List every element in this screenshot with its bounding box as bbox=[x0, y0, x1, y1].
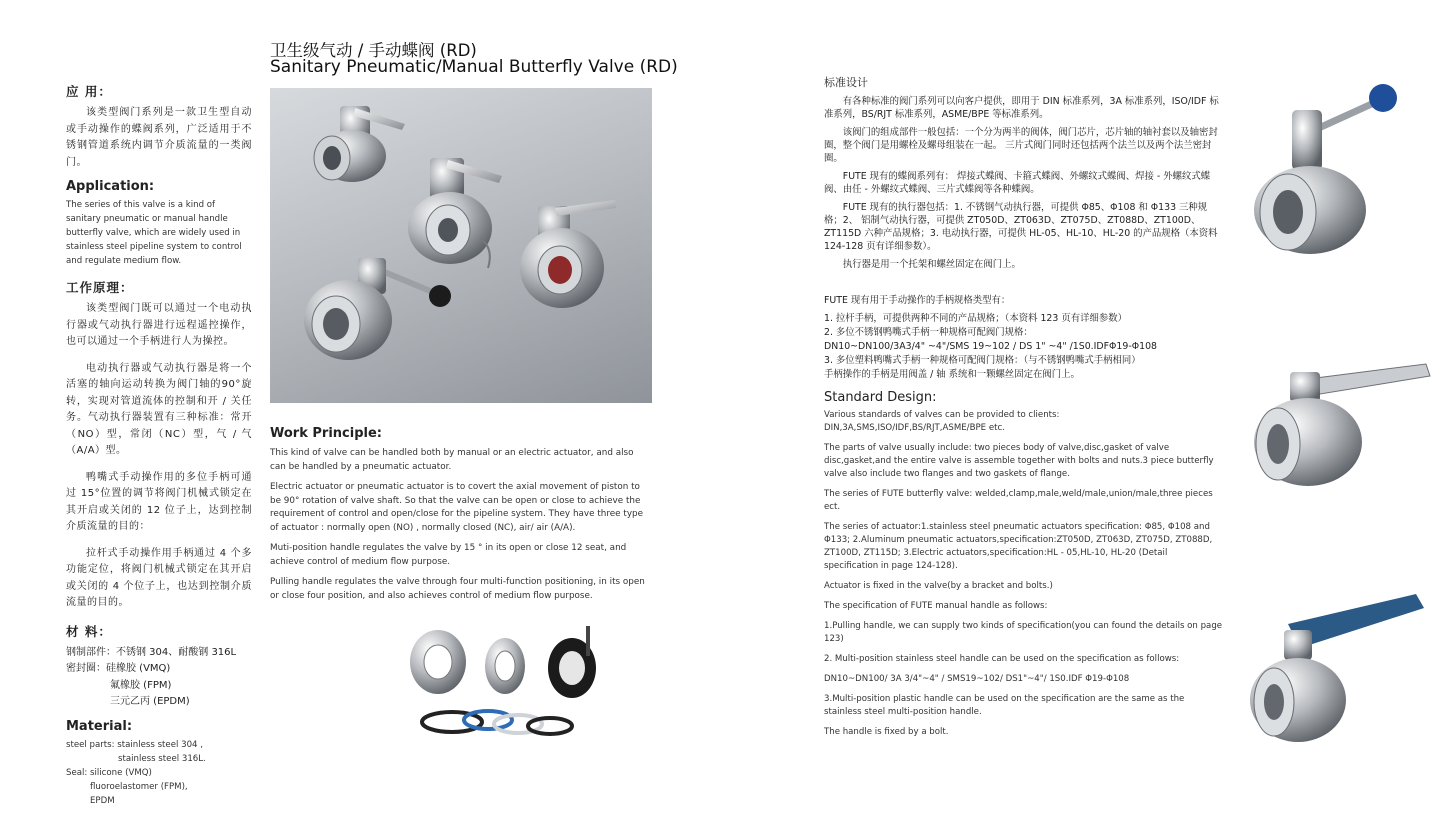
application-zh-heading: 应 用： bbox=[66, 84, 112, 99]
materials-zh-line: 三元乙丙 (EPDM) bbox=[110, 696, 190, 707]
valve-stainless-handle-illustration bbox=[1248, 350, 1438, 500]
standard-zh-heading: 标准设计 bbox=[824, 76, 868, 89]
standard-en-p9: DN10~DN100/ 3A 3/4"~4" / SMS19~102/ DS1"~4"/ 1S0.IDF Φ19-Φ108 bbox=[824, 674, 1130, 684]
standard-en-p11: The handle is fixed by a bolt. bbox=[824, 727, 949, 737]
materials-zh-line: 氟橡胶 (FPM) bbox=[110, 679, 172, 691]
standard-en-heading: Standard Design: bbox=[824, 390, 937, 405]
handles-zh-line: 3. 多位塑料鸭嘴式手柄一种规格可配阀门规格：（与不锈钢鸭嘴式手柄相同） bbox=[824, 355, 1141, 366]
left-column bbox=[66, 82, 252, 808]
principle-zh-p1: 该类型阀门既可以通过一个电动执行器或气动执行器进行远程遥控操作，也可以通过一个手柄进行人为操控。 bbox=[66, 303, 252, 347]
valve-right bbox=[520, 200, 616, 308]
standard-zh-p2: 该阀门的组成部件一般包括：一个分为两半的阀体，阀门芯片，芯片轴的轴衬套以及轴密封圈，整个阀门是用螺栓及螺母组装在一起。 三片式阀门同时还包括两个法兰以及两个法兰密封圈。 bbox=[824, 127, 1218, 164]
standard-en-p1: Various standards of valves can be provided to clients: DIN,3A,SMS,ISO/IDF,BS/RJT,ASME/BPE etc. bbox=[824, 410, 1060, 433]
principle-zh-p2: 电动执行器或气动执行器是将一个活塞的轴向运动转换为阀门轴的90°旋转，实现对管道流体的控制和开 / 关任务。气动执行器装置有三种标准：常开（NO）型，常闭（NC）型，气 / 气（A/A）型。 bbox=[66, 362, 252, 456]
valve-parts-photo bbox=[400, 620, 600, 750]
handles-zh-line: DN10~DN100/3A3/4" ~4"/SMS 19~102 / DS 1" ~4" /1S0.IDFΦ19-Φ108 bbox=[824, 341, 1157, 352]
materials-zh-heading: 材 料： bbox=[66, 623, 112, 639]
principle-zh-p4: 拉杆式手动操作用手柄通过 4 个多功能定位，将阀门机械式锁定在其开启或关闭的 4 个位子上，也达到控制介质流量的目的。 bbox=[66, 547, 252, 608]
hero-product-photo bbox=[270, 88, 652, 403]
work-principle-heading: Work Principle: bbox=[270, 426, 382, 441]
valve-plastic-multiposition-handle-photo bbox=[1248, 590, 1426, 750]
valve-top-center bbox=[408, 158, 502, 268]
valve-stainless-multiposition-handle-photo bbox=[1248, 350, 1438, 500]
materials-en-heading: Material: bbox=[66, 718, 133, 734]
right-column bbox=[824, 74, 1224, 746]
materials-en-line: fluoroelastomer (FPM), bbox=[90, 781, 188, 792]
materials-zh-line: 钢制部件：不锈钢 304、耐酸钢 316L bbox=[66, 646, 237, 658]
principle-zh-p3: 鸭嘴式手动操作用的多位手柄可通过 15°位置的调节将阀门机械式锁定在其开启或关闭的 12 位子上，达到控制介质流量的目的： bbox=[66, 471, 252, 532]
work-principle-section bbox=[270, 426, 652, 610]
standard-en-p2: The parts of valve usually include: two pieces body of valve,disc,gasket of valve disc,gasket,and the entire valve is assemble together with bolts and nuts.3 piece butterfly valve also include two flanges and two gaskets of flange. bbox=[824, 443, 1214, 479]
valve-pulling-handle-photo bbox=[1248, 80, 1418, 260]
valve-bottom-left bbox=[304, 258, 451, 360]
application-en-heading: Application: bbox=[66, 179, 155, 194]
standard-en-p7: 1.Pulling handle, we can supply two kinds of specification(you can found the details on page 123) bbox=[824, 621, 1223, 644]
materials-en-line: Seal: silicone (VMQ) bbox=[66, 767, 152, 778]
materials-en-line: stainless steel 316L. bbox=[118, 753, 206, 764]
standard-en-p8: 2. Multi-position stainless steel handle can be used on the specification as follows: bbox=[824, 654, 1180, 664]
work-principle-p1: This kind of valve can be handled both by manual or an electric actuator, and also can be handled by a pneumatic actuator. bbox=[270, 448, 634, 472]
application-zh-text: 该类型阀门系列是一款卫生型自动或手动操作的蝶阀系列，广泛适用于不锈钢管道系统内调节介质流量的一类阀门。 bbox=[66, 107, 252, 168]
standard-zh-p4: FUTE 现有的执行器包括：1. 不锈钢气动执行器，可提供 Φ85、Φ108 和 Φ133 三种规格；2、 铝制气动执行器，可提供 ZT050D、ZT063D、ZT075D、ZT088D、ZT100D、ZT115D 六种产品规格；3. 电动执行器，可提供 HL-05、HL-10、HL-20 的产品规格（本资料 124-128 页有详细参数）。 bbox=[824, 202, 1218, 252]
standard-en-p3: The series of FUTE butterfly valve: welded,clamp,male,weld/male,union/male,three pieces ect. bbox=[824, 489, 1213, 512]
work-principle-p4: Pulling handle regulates the valve through four multi-function positioning, in its open or close four position, and also achieves control of medium flow purpose. bbox=[270, 577, 645, 601]
standard-en-p4: The series of actuator:1.stainless steel pneumatic actuators specification: Φ85, Φ108 and Φ133; 2.Aluminum pneumatic actuators,specification:ZT050D, ZT063D, ZT075D, ZT088D, ZT100D, ZT115D; 3.Electric actuators,specification:HL - 05,HL-10, HL-20 (Detail specification in page 124-128). bbox=[824, 522, 1213, 571]
handles-zh-intro: FUTE 现有用于手动操作的手柄规格类型有： bbox=[824, 295, 1011, 306]
handles-zh-line: 1. 拉杆手柄，可提供两种不同的产品规格；（本资料 123 页有详细参数） bbox=[824, 313, 1127, 324]
butterfly-valves-illustration bbox=[270, 88, 652, 403]
valve-pulling-handle-illustration bbox=[1248, 80, 1418, 260]
work-principle-p3: Muti-position handle regulates the valve by 15 ° in its open or close 12 seat, and achieve control of medium flow purpose. bbox=[270, 543, 627, 567]
standard-en-p10: 3.Multi-position plastic handle can be used on the specification are the same as the stainless steel multi-position handle. bbox=[824, 694, 1185, 717]
principle-zh-heading: 工作原理： bbox=[66, 280, 134, 295]
valve-top-left bbox=[314, 106, 405, 182]
page-title-zh: 卫生级气动 / 手动蝶阀 (RD) bbox=[270, 41, 477, 60]
standard-zh-p1: 有各种标准的阀门系列可以向客户提供，即用于 DIN 标准系列，3A 标准系列，ISO/IDF 标准系列，BS/RJT 标准系列，ASME/BPE 等标准系列。 bbox=[824, 96, 1219, 120]
standard-zh-p3: FUTE 现有的蝶阀系列有： 焊接式蝶阀、卡箍式蝶阀、外螺纹式蝶阀、焊接 - 外螺纹式蝶阀、由任 - 外螺纹式蝶阀、三片式蝶阀等各种蝶阀。 bbox=[824, 171, 1211, 195]
handles-zh-line: 手柄操作的手柄是用阀盖 / 轴 系统和一颗螺丝固定在阀门上。 bbox=[824, 369, 1080, 380]
application-en-text: The series of this valve is a kind of sanitary pneumatic or manual handle butterfly valve, which are widely used in stainless steel pipeline system to control and regulate medium flow. bbox=[66, 200, 242, 266]
materials-en-line: steel parts: stainless steel 304 , bbox=[66, 739, 203, 750]
handles-zh-line: 2. 多位不锈钢鸭嘴式手柄一种规格可配阀门规格： bbox=[824, 327, 1033, 338]
valve-parts-illustration bbox=[400, 620, 600, 750]
standard-zh-p5: 执行器是用一个托架和螺丝固定在阀门上。 bbox=[842, 259, 1021, 270]
materials-zh-line: 密封圈：硅橡胶 (VMQ) bbox=[66, 663, 171, 674]
work-principle-p2: Electric actuator or pneumatic actuator is to covert the axial movement of piston to be 90° rotation of valve shaft. So that the valve can be open or close to achieve the requirement of control and open/close for the pipeline system. They have three type of actuator : normally open (NO) , normally closed (NC), air/ air (A/A). bbox=[270, 482, 644, 533]
page-title-en: Sanitary Pneumatic/Manual Butterfly Valve (RD) bbox=[270, 57, 678, 77]
standard-en-p5: Actuator is fixed in the valve(by a bracket and bolts.) bbox=[824, 581, 1053, 591]
valve-plastic-handle-illustration bbox=[1248, 590, 1426, 750]
materials-en-line: EPDM bbox=[90, 795, 115, 806]
standard-en-p6: The specification of FUTE manual handle as follows: bbox=[824, 601, 1048, 611]
